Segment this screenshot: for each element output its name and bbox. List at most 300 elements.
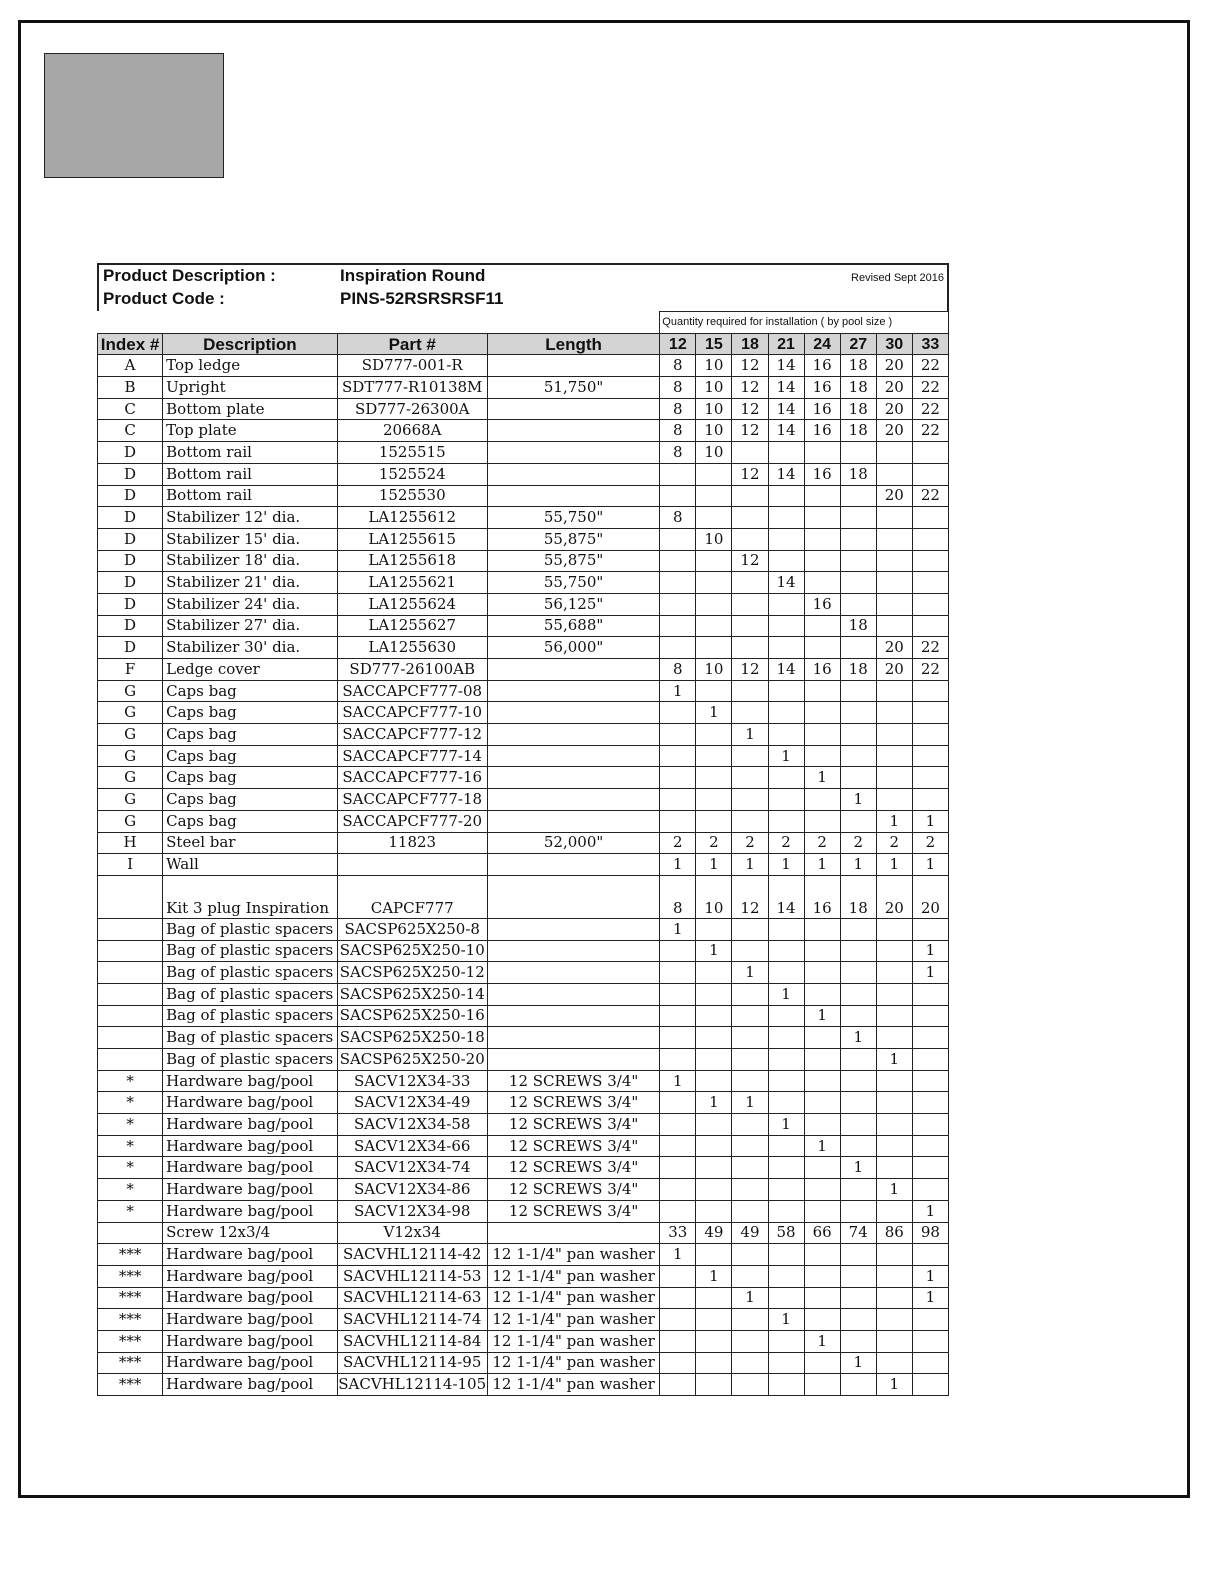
qty-cell: 8 — [660, 377, 696, 399]
qty-cell — [840, 680, 876, 702]
qty-cell — [768, 702, 804, 724]
description-cell: Bag of plastic spacers — [163, 918, 337, 940]
table-row — [98, 1374, 949, 1396]
description-cell: Hardware bag/pool — [163, 1265, 337, 1287]
qty-cell — [912, 1179, 948, 1201]
qty-cell — [912, 1374, 948, 1396]
col-header-size-27: 27 — [840, 333, 876, 355]
qty-cell — [912, 1352, 948, 1374]
qty-cell: 2 — [732, 832, 768, 854]
index-cell: G — [98, 810, 163, 832]
part-cell: SACV12X34-74 — [337, 1157, 487, 1179]
table-row — [98, 637, 949, 659]
qty-cell — [840, 1200, 876, 1222]
qty-cell: 8 — [660, 398, 696, 420]
table-row — [98, 1027, 949, 1049]
qty-cell — [804, 507, 840, 529]
qty-cell — [768, 789, 804, 811]
description-cell: Bag of plastic spacers — [163, 983, 337, 1005]
qty-cell — [876, 789, 912, 811]
qty-cell — [732, 1070, 768, 1092]
description-cell: Hardware bag/pool — [163, 1374, 337, 1396]
qty-cell — [876, 962, 912, 984]
description-cell: Bag of plastic spacers — [163, 1005, 337, 1027]
qty-cell: 49 — [732, 1222, 768, 1244]
part-cell: SACVHL12114-63 — [337, 1287, 487, 1309]
qty-cell — [840, 1070, 876, 1092]
part-cell: SACCAPCF777-20 — [337, 810, 487, 832]
length-cell: 12 SCREWS 3/4" — [487, 1092, 659, 1114]
length-cell — [487, 485, 659, 507]
qty-cell — [768, 528, 804, 550]
col-header-size-33: 33 — [912, 333, 948, 355]
table-row — [98, 940, 949, 962]
qty-cell — [696, 1005, 732, 1027]
description-cell: Bag of plastic spacers — [163, 1049, 337, 1071]
qty-cell — [804, 1309, 840, 1331]
qty-cell — [840, 1309, 876, 1331]
description-cell: Hardware bag/pool — [163, 1070, 337, 1092]
description-cell: Wall — [163, 854, 337, 876]
index-cell: D — [98, 528, 163, 550]
qty-cell — [876, 1287, 912, 1309]
index-cell: G — [98, 680, 163, 702]
qty-cell — [768, 1135, 804, 1157]
qty-cell — [912, 745, 948, 767]
qty-cell: 12 — [732, 875, 768, 918]
part-cell: 1525524 — [337, 463, 487, 485]
qty-cell: 18 — [840, 659, 876, 681]
qty-cell — [840, 1135, 876, 1157]
qty-cell: 16 — [804, 875, 840, 918]
part-cell: SACVHL12114-74 — [337, 1309, 487, 1331]
parts-sheet — [97, 263, 949, 1396]
qty-cell — [696, 1135, 732, 1157]
qty-cell — [696, 983, 732, 1005]
qty-cell — [912, 1114, 948, 1136]
qty-cell: 14 — [768, 355, 804, 377]
qty-cell — [768, 1374, 804, 1396]
qty-cell: 1 — [696, 1265, 732, 1287]
qty-cell — [804, 1027, 840, 1049]
table-row — [98, 528, 949, 550]
qty-cell: 1 — [732, 1287, 768, 1309]
part-cell: SACSP625X250-14 — [337, 983, 487, 1005]
part-cell — [337, 854, 487, 876]
qty-cell — [912, 1244, 948, 1266]
qty-cell: 22 — [912, 659, 948, 681]
qty-cell — [768, 767, 804, 789]
index-cell: * — [98, 1092, 163, 1114]
table-row — [98, 1287, 949, 1309]
qty-cell: 20 — [912, 875, 948, 918]
qty-cell — [660, 1287, 696, 1309]
qty-cell — [804, 1114, 840, 1136]
qty-cell — [732, 1352, 768, 1374]
index-cell: D — [98, 637, 163, 659]
part-cell: 11823 — [337, 832, 487, 854]
table-row — [98, 1179, 949, 1201]
qty-cell: 8 — [660, 420, 696, 442]
qty-cell — [840, 637, 876, 659]
qty-cell — [660, 593, 696, 615]
length-cell — [487, 1222, 659, 1244]
qty-cell — [840, 593, 876, 615]
length-cell — [487, 463, 659, 485]
table-row — [98, 1352, 949, 1374]
col-header-size-24: 24 — [804, 333, 840, 355]
description-cell: Screw 12x3/4 — [163, 1222, 337, 1244]
qty-cell — [768, 507, 804, 529]
index-cell: G — [98, 767, 163, 789]
qty-cell — [732, 1005, 768, 1027]
qty-cell — [732, 593, 768, 615]
qty-cell — [696, 1309, 732, 1331]
index-cell — [98, 983, 163, 1005]
part-cell: SD777-26300A — [337, 398, 487, 420]
table-row — [98, 377, 949, 399]
qty-cell: 1 — [732, 1092, 768, 1114]
qty-cell — [660, 572, 696, 594]
part-cell: SACV12X34-98 — [337, 1200, 487, 1222]
qty-cell: 1 — [912, 810, 948, 832]
col-header-size-30: 30 — [876, 333, 912, 355]
part-cell: SACCAPCF777-14 — [337, 745, 487, 767]
qty-cell — [660, 702, 696, 724]
qty-cell — [696, 767, 732, 789]
length-cell: 12 SCREWS 3/4" — [487, 1157, 659, 1179]
qty-cell — [660, 1027, 696, 1049]
qty-cell: 16 — [804, 659, 840, 681]
length-cell — [487, 442, 659, 464]
qty-cell — [876, 528, 912, 550]
qty-cell — [660, 1179, 696, 1201]
length-cell — [487, 398, 659, 420]
index-cell: A — [98, 355, 163, 377]
qty-cell — [768, 550, 804, 572]
qty-cell — [696, 745, 732, 767]
table-row — [98, 875, 949, 918]
qty-cell — [696, 724, 732, 746]
index-cell: *** — [98, 1374, 163, 1396]
qty-cell: 8 — [660, 442, 696, 464]
qty-cell — [768, 1005, 804, 1027]
description-cell: Caps bag — [163, 680, 337, 702]
qty-cell — [660, 615, 696, 637]
length-cell — [487, 1049, 659, 1071]
qty-cell — [840, 702, 876, 724]
index-cell: * — [98, 1070, 163, 1092]
qty-cell — [912, 593, 948, 615]
qty-cell — [804, 702, 840, 724]
table-row — [98, 420, 949, 442]
qty-cell — [912, 1070, 948, 1092]
description-cell: Bottom rail — [163, 463, 337, 485]
qty-cell: 12 — [732, 398, 768, 420]
qty-cell: 2 — [840, 832, 876, 854]
qty-cell — [840, 962, 876, 984]
qty-cell: 10 — [696, 528, 732, 550]
qty-cell — [732, 1244, 768, 1266]
index-cell: * — [98, 1200, 163, 1222]
col-header-length: Length — [487, 333, 659, 355]
qty-cell — [660, 528, 696, 550]
qty-cell — [660, 962, 696, 984]
length-cell — [487, 355, 659, 377]
part-cell: SACVHL12114-42 — [337, 1244, 487, 1266]
qty-cell — [840, 1374, 876, 1396]
description-cell: Hardware bag/pool — [163, 1092, 337, 1114]
qty-cell — [912, 1135, 948, 1157]
qty-cell — [768, 1244, 804, 1266]
part-cell: SACVHL12114-105 — [337, 1374, 487, 1396]
part-cell: SACCAPCF777-16 — [337, 767, 487, 789]
part-cell: CAPCF777 — [337, 875, 487, 918]
qty-cell — [696, 1114, 732, 1136]
table-row — [98, 983, 949, 1005]
qty-cell: 1 — [660, 918, 696, 940]
qty-cell — [876, 1005, 912, 1027]
length-cell — [487, 724, 659, 746]
index-cell: D — [98, 442, 163, 464]
table-row — [98, 593, 949, 615]
qty-cell — [804, 1179, 840, 1201]
qty-cell — [804, 724, 840, 746]
description-cell: Caps bag — [163, 789, 337, 811]
part-cell: SACCAPCF777-12 — [337, 724, 487, 746]
qty-cell — [660, 1374, 696, 1396]
qty-cell: 1 — [732, 854, 768, 876]
description-cell: Stabilizer 18' dia. — [163, 550, 337, 572]
parts-table — [97, 311, 949, 1396]
index-cell — [98, 1005, 163, 1027]
qty-cell — [768, 1027, 804, 1049]
qty-cell — [876, 724, 912, 746]
part-cell: SD777-26100AB — [337, 659, 487, 681]
qty-cell: 1 — [660, 680, 696, 702]
qty-cell: 20 — [876, 485, 912, 507]
part-cell: SACSP625X250-10 — [337, 940, 487, 962]
part-cell: SACSP625X250-18 — [337, 1027, 487, 1049]
description-cell: Steel bar — [163, 832, 337, 854]
description-cell: Bag of plastic spacers — [163, 1027, 337, 1049]
qty-cell — [912, 789, 948, 811]
qty-cell — [732, 1157, 768, 1179]
table-row — [98, 745, 949, 767]
part-cell: SACV12X34-49 — [337, 1092, 487, 1114]
description-cell: Hardware bag/pool — [163, 1135, 337, 1157]
length-cell: 12 1-1/4" pan washer — [487, 1352, 659, 1374]
qty-cell — [840, 507, 876, 529]
qty-cell: 16 — [804, 398, 840, 420]
part-cell: SACV12X34-33 — [337, 1070, 487, 1092]
length-cell — [487, 767, 659, 789]
length-cell: 55,875" — [487, 528, 659, 550]
qty-cell — [804, 572, 840, 594]
length-cell — [487, 745, 659, 767]
qty-cell — [696, 1157, 732, 1179]
qty-cell — [732, 680, 768, 702]
qty-cell — [804, 1092, 840, 1114]
qty-cell: 98 — [912, 1222, 948, 1244]
index-cell: I — [98, 854, 163, 876]
length-cell — [487, 659, 659, 681]
qty-cell — [732, 615, 768, 637]
qty-cell: 10 — [696, 875, 732, 918]
sheet-header — [97, 263, 949, 311]
qty-cell — [804, 745, 840, 767]
description-cell: Bag of plastic spacers — [163, 962, 337, 984]
col-header-part: Part # — [337, 333, 487, 355]
description-cell: Caps bag — [163, 767, 337, 789]
table-row — [98, 832, 949, 854]
qty-cell: 16 — [804, 463, 840, 485]
qty-cell: 14 — [768, 572, 804, 594]
description-cell: Hardware bag/pool — [163, 1157, 337, 1179]
qty-cell: 20 — [876, 637, 912, 659]
index-cell — [98, 918, 163, 940]
description-cell: Bottom rail — [163, 442, 337, 464]
qty-cell — [876, 550, 912, 572]
part-cell: 1525530 — [337, 485, 487, 507]
qty-cell — [768, 1330, 804, 1352]
qty-cell — [768, 962, 804, 984]
part-cell: SACSP625X250-8 — [337, 918, 487, 940]
index-cell: D — [98, 593, 163, 615]
qty-cell — [696, 1352, 732, 1374]
table-row — [98, 810, 949, 832]
description-cell: Hardware bag/pool — [163, 1179, 337, 1201]
qty-cell — [732, 918, 768, 940]
qty-cell — [912, 615, 948, 637]
part-cell: SACCAPCF777-10 — [337, 702, 487, 724]
qty-cell — [696, 810, 732, 832]
length-cell — [487, 1027, 659, 1049]
qty-cell: 8 — [660, 355, 696, 377]
qty-cell: 8 — [660, 507, 696, 529]
index-cell — [98, 1222, 163, 1244]
qty-cell — [768, 940, 804, 962]
col-header-size-15: 15 — [696, 333, 732, 355]
qty-cell — [660, 745, 696, 767]
qty-cell — [876, 572, 912, 594]
part-cell: SACV12X34-58 — [337, 1114, 487, 1136]
qty-cell — [768, 724, 804, 746]
index-cell: * — [98, 1114, 163, 1136]
description-cell: Kit 3 plug Inspiration — [163, 875, 337, 918]
qty-cell: 1 — [804, 1330, 840, 1352]
qty-cell: 20 — [876, 355, 912, 377]
qty-cell: 2 — [696, 832, 732, 854]
qty-cell: 16 — [804, 377, 840, 399]
qty-cell: 20 — [876, 420, 912, 442]
qty-cell — [732, 1265, 768, 1287]
qty-cell: 2 — [912, 832, 948, 854]
qty-cell — [732, 572, 768, 594]
part-cell: V12x34 — [337, 1222, 487, 1244]
index-cell: * — [98, 1179, 163, 1201]
qty-cell — [840, 485, 876, 507]
length-cell: 56,125" — [487, 593, 659, 615]
qty-cell: 12 — [732, 377, 768, 399]
table-row — [98, 485, 949, 507]
index-cell: *** — [98, 1287, 163, 1309]
qty-cell — [804, 1157, 840, 1179]
qty-cell: 14 — [768, 377, 804, 399]
qty-cell — [840, 918, 876, 940]
qty-cell — [840, 528, 876, 550]
qty-cell: 8 — [660, 659, 696, 681]
length-cell: 12 SCREWS 3/4" — [487, 1114, 659, 1136]
qty-cell: 1 — [660, 854, 696, 876]
table-row — [98, 507, 949, 529]
qty-cell — [768, 485, 804, 507]
qty-cell — [876, 615, 912, 637]
qty-cell — [804, 918, 840, 940]
qty-cell — [912, 1157, 948, 1179]
qty-cell: 1 — [912, 962, 948, 984]
qty-cell: 2 — [804, 832, 840, 854]
qty-cell: 1 — [732, 724, 768, 746]
qty-cell — [876, 593, 912, 615]
qty-cell: 18 — [840, 420, 876, 442]
qty-cell — [804, 637, 840, 659]
length-cell: 55,875" — [487, 550, 659, 572]
index-cell: C — [98, 420, 163, 442]
qty-cell: 1 — [840, 854, 876, 876]
length-cell: 12 SCREWS 3/4" — [487, 1135, 659, 1157]
qty-cell: 86 — [876, 1222, 912, 1244]
length-cell — [487, 962, 659, 984]
index-cell: H — [98, 832, 163, 854]
qty-cell — [696, 1287, 732, 1309]
qty-cell — [804, 615, 840, 637]
table-row — [98, 463, 949, 485]
description-cell: Hardware bag/pool — [163, 1352, 337, 1374]
qty-cell — [660, 767, 696, 789]
qty-cell — [804, 550, 840, 572]
qty-cell — [696, 637, 732, 659]
qty-cell: 16 — [804, 420, 840, 442]
qty-cell — [804, 1265, 840, 1287]
table-row — [98, 550, 949, 572]
qty-cell: 22 — [912, 485, 948, 507]
description-cell: Caps bag — [163, 745, 337, 767]
qty-cell — [876, 680, 912, 702]
qty-cell: 1 — [912, 1200, 948, 1222]
qty-cell — [768, 810, 804, 832]
qty-cell — [732, 1049, 768, 1071]
qty-cell: 18 — [840, 463, 876, 485]
qty-cell: 66 — [804, 1222, 840, 1244]
qty-cell: 1 — [732, 962, 768, 984]
qty-cell — [732, 1027, 768, 1049]
table-row — [98, 1114, 949, 1136]
qty-cell — [732, 1374, 768, 1396]
table-row — [98, 1135, 949, 1157]
qty-cell — [732, 1114, 768, 1136]
qty-cell — [840, 1265, 876, 1287]
qty-cell — [840, 1244, 876, 1266]
part-cell: SACSP625X250-16 — [337, 1005, 487, 1027]
qty-cell: 10 — [696, 377, 732, 399]
qty-cell — [912, 1049, 948, 1071]
part-cell: LA1255630 — [337, 637, 487, 659]
length-cell — [487, 983, 659, 1005]
table-row — [98, 1200, 949, 1222]
qty-cell: 1 — [804, 1135, 840, 1157]
qty-cell — [768, 1179, 804, 1201]
